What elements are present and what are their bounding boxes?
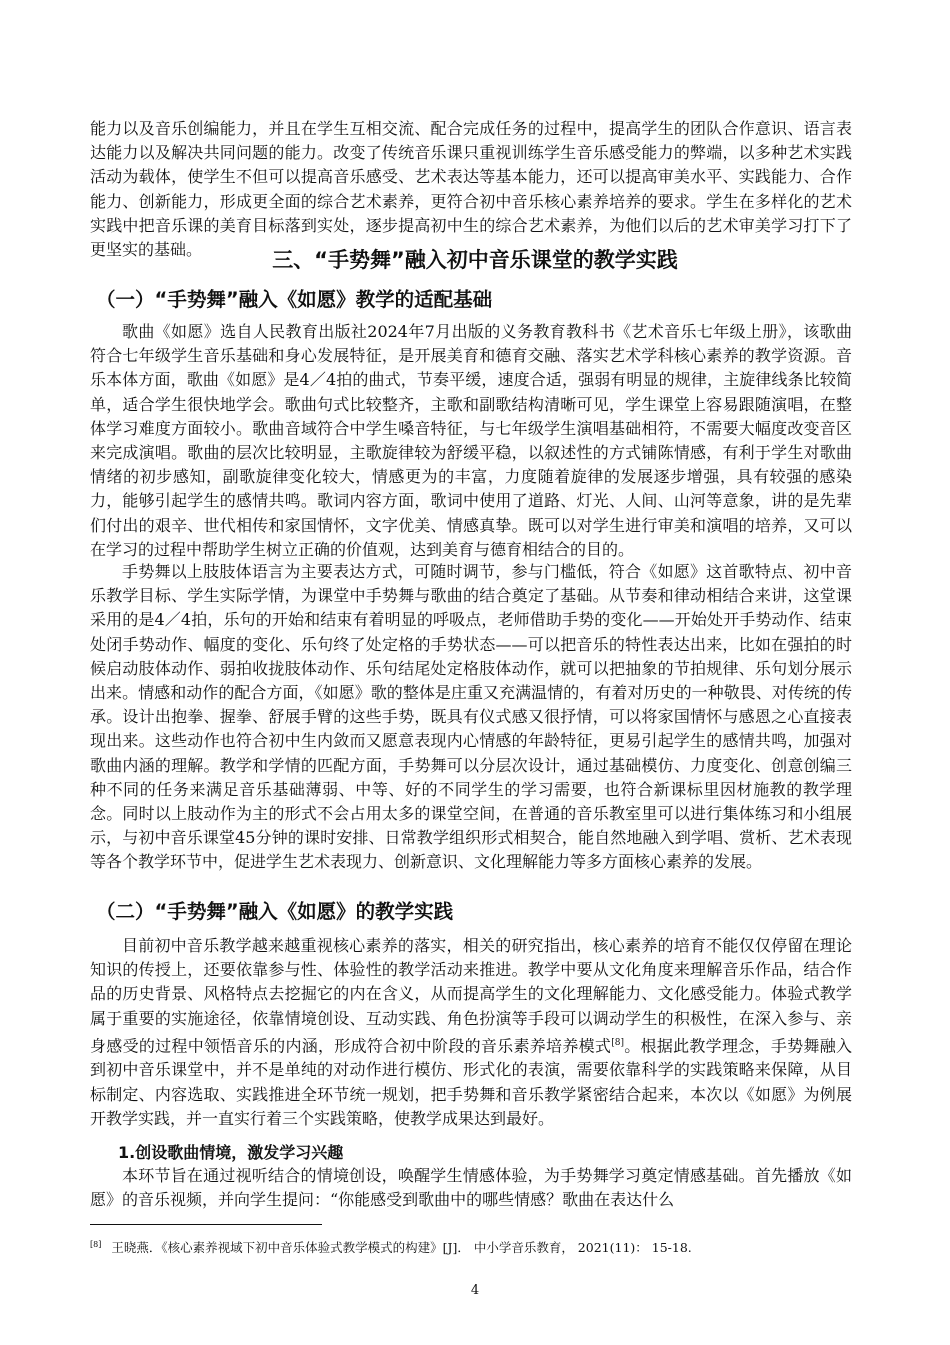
footnote-marker: [8]	[90, 1240, 102, 1249]
footnote-reference: [8]	[611, 1037, 624, 1048]
subsection-1-paragraph-2: 手势舞以上肢肢体语言为主要表达方式，可随时调节，参与门槛低，符合《如愿》这首歌特点、初中音乐教学目标、学生实际学情，为课堂中手势舞与歌曲的结合奠定了基础。从节奏和律动相结合来讲，这堂课采用的是4／4拍，乐句的开始和结束有着明显的呼吸点，老师借助手势的变化——开始处开手势动作、结束处闭手势动作、幅度的变化、乐句终了处定格的手势状态——可以把音乐的特性表达出来，比如在强拍的时候启动肢体动作、弱拍收拢肢体动作、乐句结尾处定格肢体动作，就可以把抽象的节拍规律、乐句划分展示出来。情感和动作的配合方面，《如愿》歌的整体是庄重又充满温情的，有着对历史的一种敬畏、对传统的传承。设计出抱拳、握拳、舒展手臂的这些手势，既具有仪式感又很抒情，可以将家国情怀与感恩之心直接表现出来。这些动作也符合初中生内敛而又愿意表现内心情感的年龄特征，更易引起学生的感情共鸣，加强对歌曲内涵的理解。教学和学情的匹配方面，手势舞可以分层次设计，通过基础模仿、力度变化、创意创编三种不同的任务来满足音乐基础薄弱、中等、好的不同学生的学习需要，也符合新课标里因材施教的教学理念。同时以上肢动作为主的形式不会占用太多的课堂空间，在普通的音乐教室里可以进行集体练习和小组展示，与初中音乐课堂45分钟的课时安排、日常教学组织形式相契合，能自然地融入到学唱、赏析、艺术表现等各个教学环节中，促进学生艺术表现力、创新意识、文化理解能力等多方面核心素养的发展。	[90, 562, 852, 872]
footnote	[90, 1236, 870, 1257]
subsection-1-paragraph-1: 歌曲《如愿》选自人民教育出版社2024年7月出版的义务教育教科书《艺术音乐七年级上册》，该歌曲符合七年级学生音乐基础和身心发展特征，是开展美育和德育交融、落实艺术学科核心素养的教学资源。音乐本体方面，歌曲《如愿》是4／4拍的曲式，节奏平缓，速度合适，强弱有明显的规律，主旋律线条比较简单，适合学生很快地学会。歌曲句式比较整齐，主歌和副歌结构清晰可见，学生课堂上容易跟随演唱，在整体学习难度方面较小。歌曲音域符合中学生嗓音特征，与七年级学生演唱基础相符，不需要大幅度改变音区来完成演唱。歌曲的层次比较明显，主歌旋律较为舒缓平稳，以叙述性的方式铺陈情感，有利于学生对歌曲情绪的初步感知，副歌旋律变化较大，情感更为的丰富，力度随着旋律的发展逐步增强，具有较强的感染力，能够引起学生的感情共鸣。歌词内容方面，歌词中使用了道路、灯光、人间、山河等意象，讲的是先辈们付出的艰辛、世代相传和家国情怀，文字优美、情感真挚。既可以对学生进行审美和演唱的培养，又可以在学习的过程中帮助学生树立正确的价值观，达到美育与德育相结合的目的。	[90, 322, 852, 559]
item-1-title: 1.创设歌曲情境，激发学习兴趣	[118, 1143, 344, 1162]
section-title: 三、“手势舞”融入初中音乐课堂的教学实践	[272, 248, 678, 272]
footnote-divider	[90, 1224, 322, 1225]
subsection-2-paragraph-1	[90, 934, 852, 1131]
intro-paragraph: 能力以及音乐创编能力，并且在学生互相交流、配合完成任务的过程中，提高学生的团队合作意识、语言表达能力以及解决共同问题的能力。改变了传统音乐课只重视训练学生音乐感受能力的弊端，以多种艺术实践活动为载体，使学生不但可以提高音乐感受、艺术表达等基本能力，还可以提高审美水平、实践能力、合作能力、创新能力，形成更全面的综合艺术素养，更符合初中音乐核心素养培养的要求。学生在多样化的艺术实践中把音乐课的美育目标落到实处，逐步提高初中生的综合艺术素养，为他们以后的艺术审美学习打下了更坚实的基础。	[90, 119, 852, 260]
footnote-text: 王晓燕．《核心素养视域下初中音乐体验式教学模式的构建》[J]． 中小学音乐教育， 2021(11)： 15-18.	[111, 1240, 692, 1256]
item-1-paragraph: 本环节旨在通过视听结合的情境创设，唤醒学生情感体验，为手势舞学习奠定情感基础。首先播放《如愿》的音乐视频，并向学生提问：“你能感受到歌曲中的哪些情感？歌曲在表达什么	[90, 1166, 852, 1210]
paragraph-text-part-2: 。根据此教学理念，手势舞融入到初中音乐课堂中，并不是单纯的对动作进行模仿、形式化的表演，需要依靠科学的实践策略来保障，从目标制定、内容选取、实践推进全环节统一规划，把手势舞和音乐教学紧密结合起来，本次以《如愿》为例展开教学实践，并一直实行着三个实践策略，使教学成果达到最好。	[90, 1036, 852, 1128]
subsection-1-title: （一）“手势舞”融入《如愿》教学的适配基础	[96, 288, 493, 311]
paragraph-text-part-1: 目前初中音乐教学越来越重视核心素养的落实，相关的研究指出，核心素养的培育不能仅仅停留在理论知识的传授上，还要依靠参与性、体验性的教学活动来推进。教学中要从文化角度来理解音乐作品，结合作品的历史背景、风格特点去挖掘它的内在含义，从而提高学生的文化理解能力、文化感受能力。体验式教学属于重要的实施途径，依靠情境创设、互动实践、角色扮演等手段可以调动学生的积极性，在深入参与、亲身感受的过程中领悟音乐的内涵，形成符合初中阶段的音乐素养培养模式	[90, 936, 852, 1056]
page-number: 4	[470, 1283, 480, 1298]
subsection-2-title: （二）“手势舞”融入《如愿》的教学实践	[96, 900, 454, 923]
